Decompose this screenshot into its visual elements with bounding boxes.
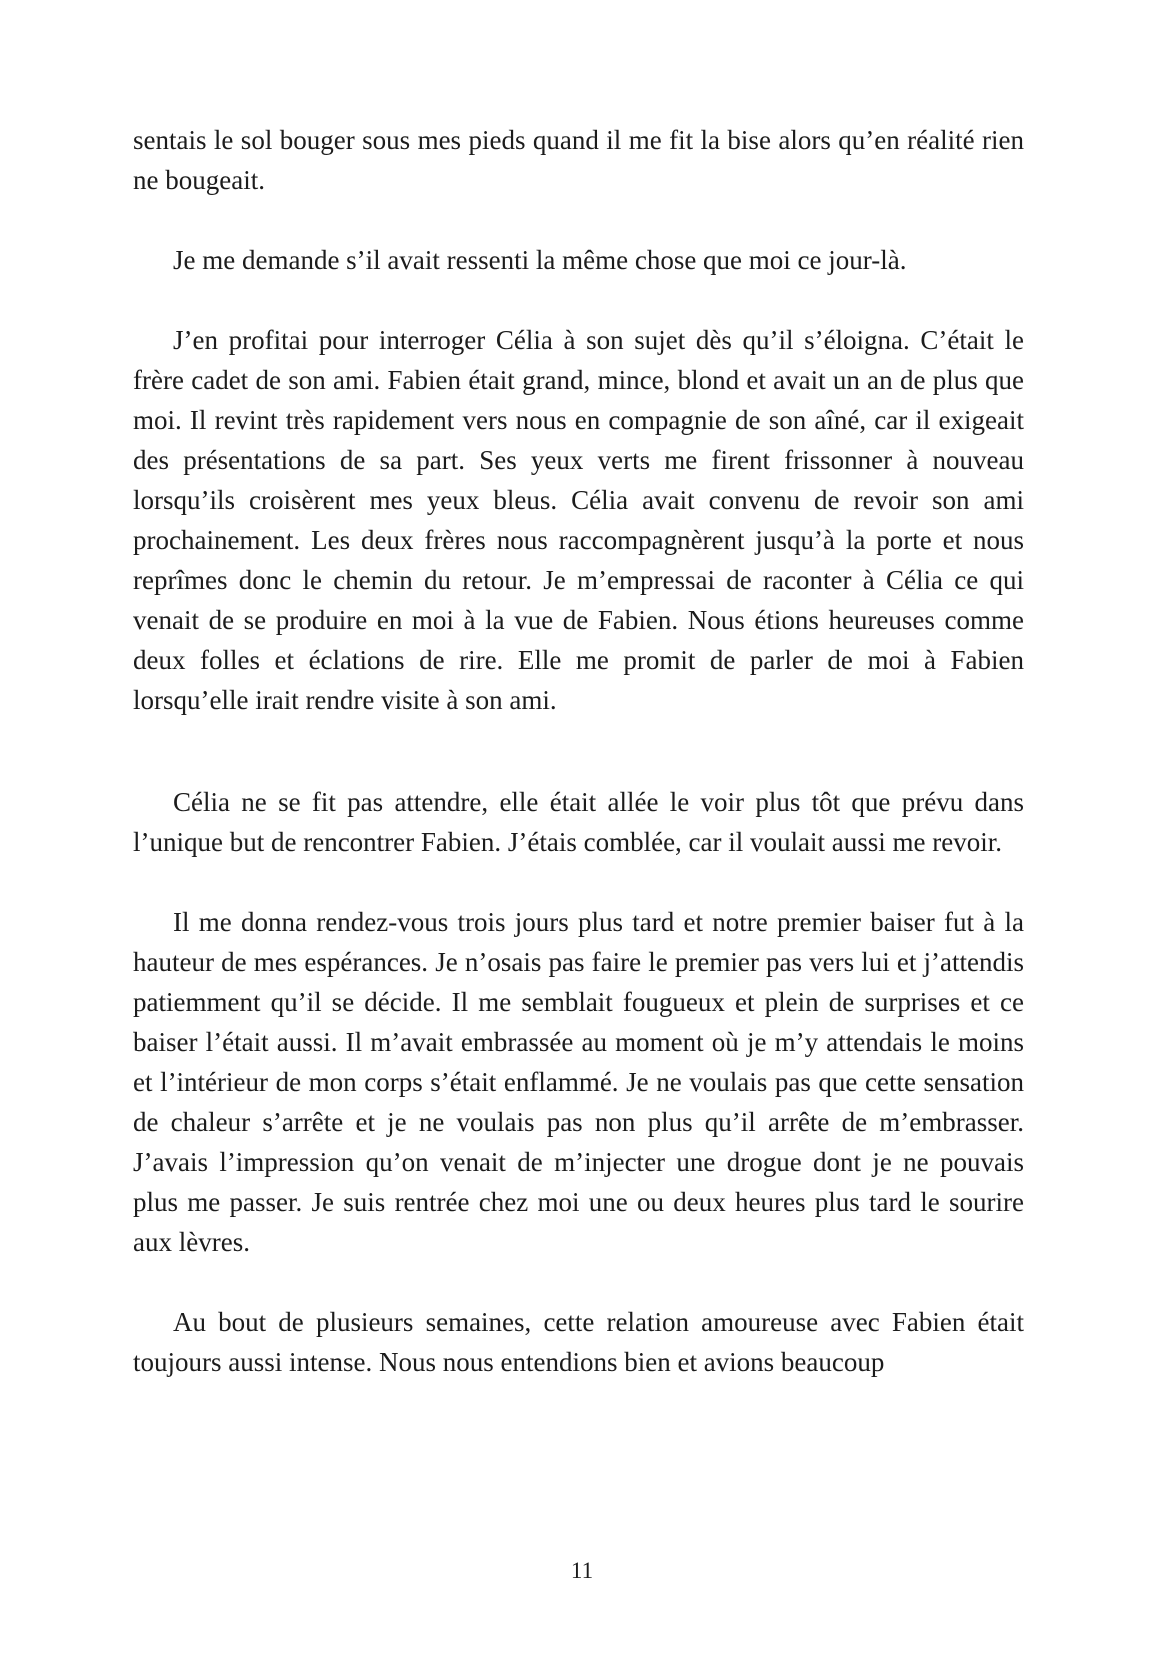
paragraph: J’en profitai pour interroger Célia à son sujet dès qu’il s’éloigna. C’était le frère cadet de son ami. Fabien était grand, mince, blond et avait un an de plus que moi. Il revint très rapidement vers nous en compagnie de son aîné, car il exigeait des présentations de sa part. Ses yeux verts me firent frissonner à nouveau lorsqu’ils croisèrent mes yeux bleus. Célia avait convenu de revoir son ami prochainement. Les deux frères nous raccompagnèrent jusqu’à la porte et nous reprîmes donc le chemin du retour. Je m’empressai de raconter à Célia ce qui venait de se produire en moi à la vue de Fabien. Nous étions heureuses comme deux folles et éclations de rire. Elle me promit de parler de moi à Fabien lorsqu’elle irait rendre visite à son ami.	[133, 325, 1024, 715]
paragraph: Célia ne se fit pas attendre, elle était allée le voir plus tôt que prévu dans l’unique but de rencontrer Fabien. J’étais comblée, car il voulait aussi me revoir.	[133, 787, 1024, 857]
paragraph-gap	[133, 200, 1024, 240]
page-body	[133, 120, 1024, 1382]
paragraph-last: Au bout de plusieurs semaines, cette relation amoureuse avec Fabien était toujours aussi intense. Nous nous entendions bien et avions beaucoup	[133, 1307, 1024, 1377]
paragraph: Il me donna rendez-vous trois jours plus tard et notre premier baiser fut à la hauteur de mes espérances. Je n’osais pas faire le premier pas vers lui et j’attendis patiemment qu’il se décide. Il me semblait fougueux et plein de surprises et ce baiser l’était aussi. Il m’avait embrassée au moment où je m’y attendais le moins et l’intérieur de mon corps s’était enflammé. Je ne voulais pas que cette sensation de chaleur s’arrête et je ne voulais pas non plus qu’il arrête de m’embrasser. J’avais l’impression qu’on venait de m’injecter une drogue dont je ne pouvais plus me passer. Je suis rentrée chez moi une ou deux heures plus tard le sourire aux lèvres.	[133, 907, 1024, 1257]
paragraph-continuation: sentais le sol bouger sous mes pieds quand il me fit la bise alors qu’en réalité rien ne bougeait.	[133, 125, 1024, 195]
section-gap	[133, 720, 1024, 782]
paragraph-gap	[133, 1262, 1024, 1302]
paragraph-gap	[133, 280, 1024, 320]
page-number: 11	[570, 1558, 594, 1583]
paragraph-gap	[133, 862, 1024, 902]
paragraph: Je me demande s’il avait ressenti la même chose que moi ce jour-là.	[173, 245, 907, 275]
